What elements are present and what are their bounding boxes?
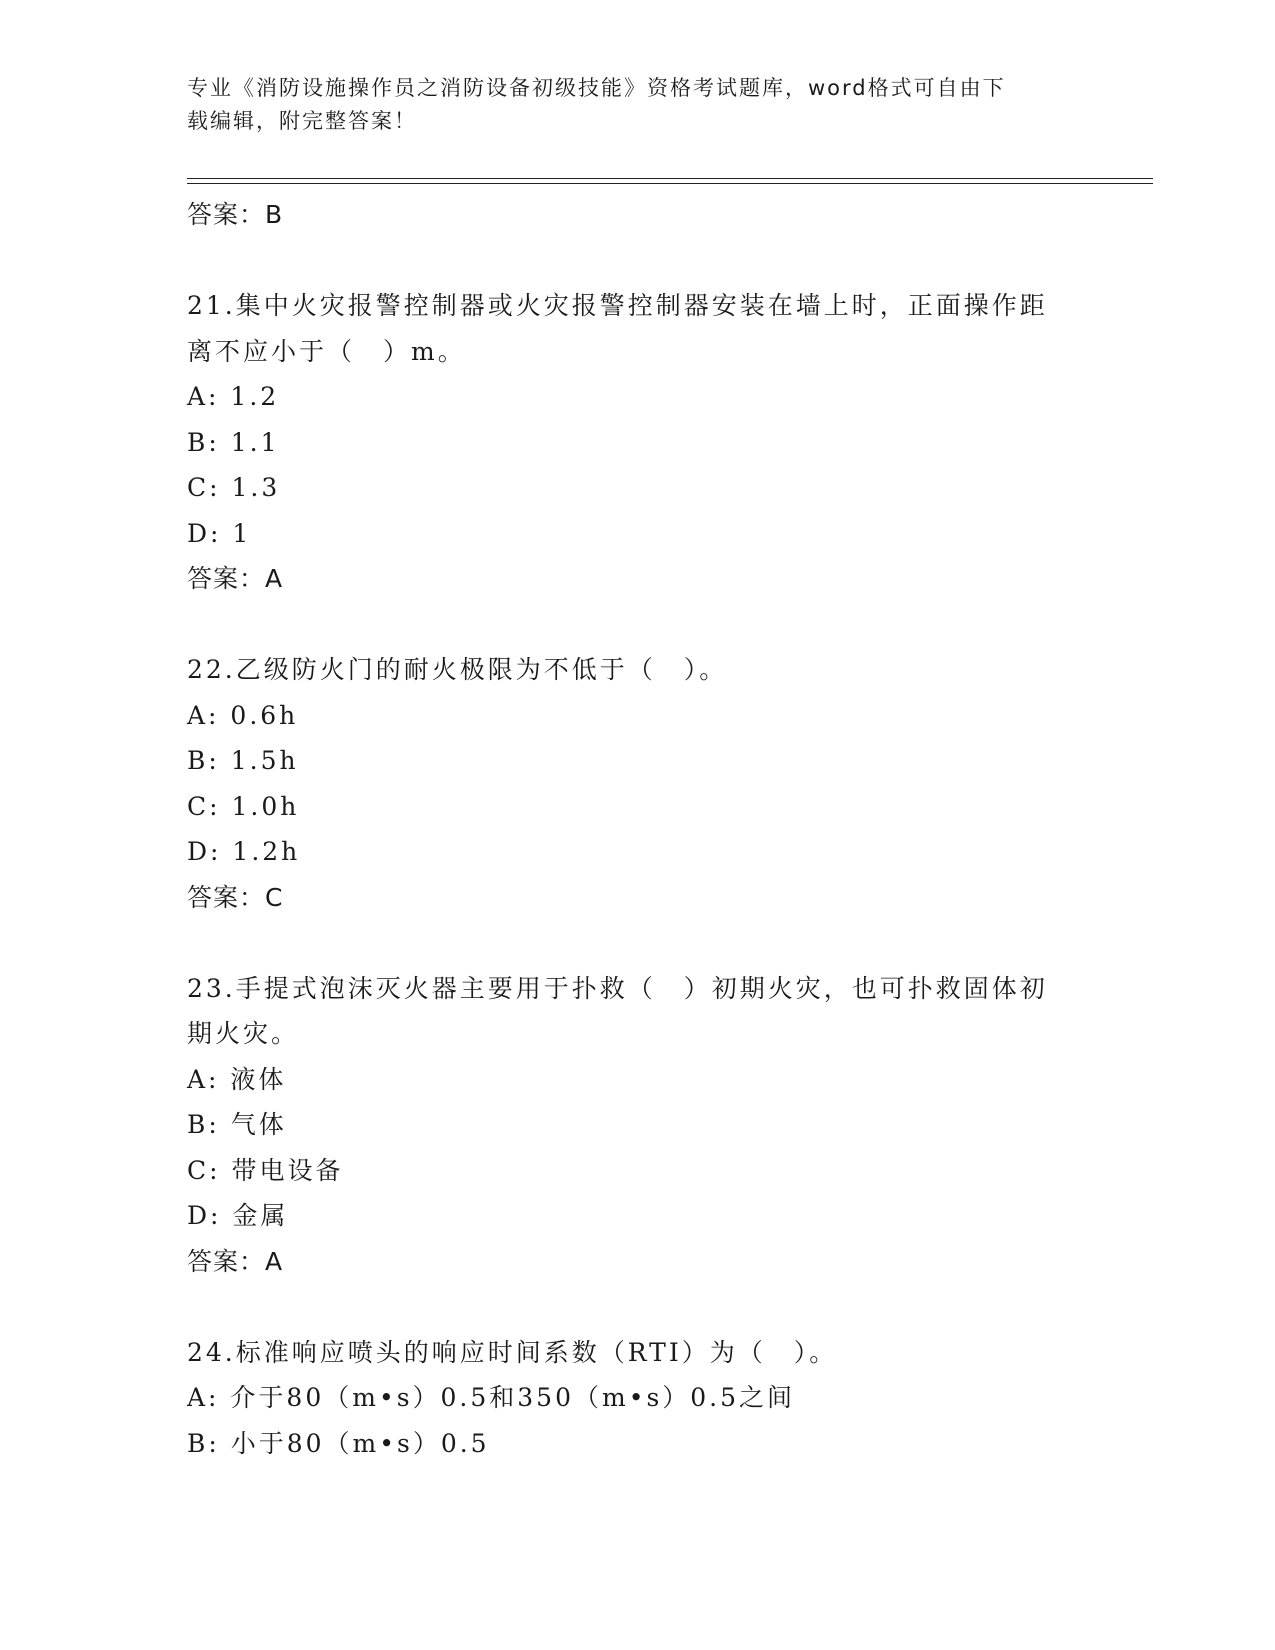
question-22: [187, 647, 1087, 920]
question-stem: 24.标准响应喷头的响应时间系数（RTI）为（ ）。: [187, 1337, 838, 1367]
spacer: [187, 920, 1087, 966]
spacer: [187, 1284, 1087, 1330]
option-a: A: 液体: [187, 1064, 287, 1094]
spacer: [187, 602, 1087, 648]
option-a: A: 介于80（m•s）0.5和350（m•s）0.5之间: [187, 1383, 796, 1412]
question-list: [187, 192, 1087, 1466]
document-header: [187, 72, 1067, 138]
previous-answer: 答案：B: [187, 200, 284, 229]
option-b: B: 1.1: [187, 427, 280, 457]
spacer: [187, 238, 1087, 284]
option-b: B: 小于80（m•s）0.5: [187, 1428, 490, 1458]
question-stem-continued: 离不应小于（ ）m。: [187, 336, 466, 366]
header-divider-top: [187, 178, 1153, 179]
option-b: B: 气体: [187, 1110, 287, 1139]
question-23: [187, 966, 1087, 1285]
option-a: A: 1.2: [187, 382, 280, 411]
question-stem-continued: 期火灾。: [187, 1019, 300, 1048]
option-c: C: 1.0h: [187, 791, 300, 821]
answer: 答案：A: [187, 564, 284, 593]
question-stem: 23.手提式泡沫灭火器主要用于扑救（ ）初期火灾，也可扑救固体初: [187, 973, 1048, 1003]
option-b: B: 1.5h: [187, 746, 299, 775]
header-divider-bottom: [187, 183, 1153, 184]
option-c: C: 1.3: [187, 473, 281, 502]
header-line-2: 载编辑，附完整答案！: [187, 109, 417, 133]
answer: 答案：C: [187, 882, 284, 912]
question-24: [187, 1330, 1087, 1467]
option-d: D: 金属: [187, 1201, 289, 1230]
answer: 答案：A: [187, 1246, 284, 1276]
option-d: D: 1: [187, 518, 252, 548]
question-stem: 21.集中火灾报警控制器或火灾报警控制器安装在墙上时，正面操作距: [187, 291, 1048, 320]
question-21: [187, 283, 1087, 602]
header-line-1: 专业《消防设施操作员之消防设备初级技能》资格考试题库，word格式可自由下: [187, 76, 1006, 100]
option-d: D: 1.2h: [187, 837, 301, 866]
question-stem: 22.乙级防火门的耐火极限为不低于（ ）。: [187, 655, 728, 684]
option-c: C: 带电设备: [187, 1155, 344, 1185]
option-a: A: 0.6h: [187, 700, 299, 730]
